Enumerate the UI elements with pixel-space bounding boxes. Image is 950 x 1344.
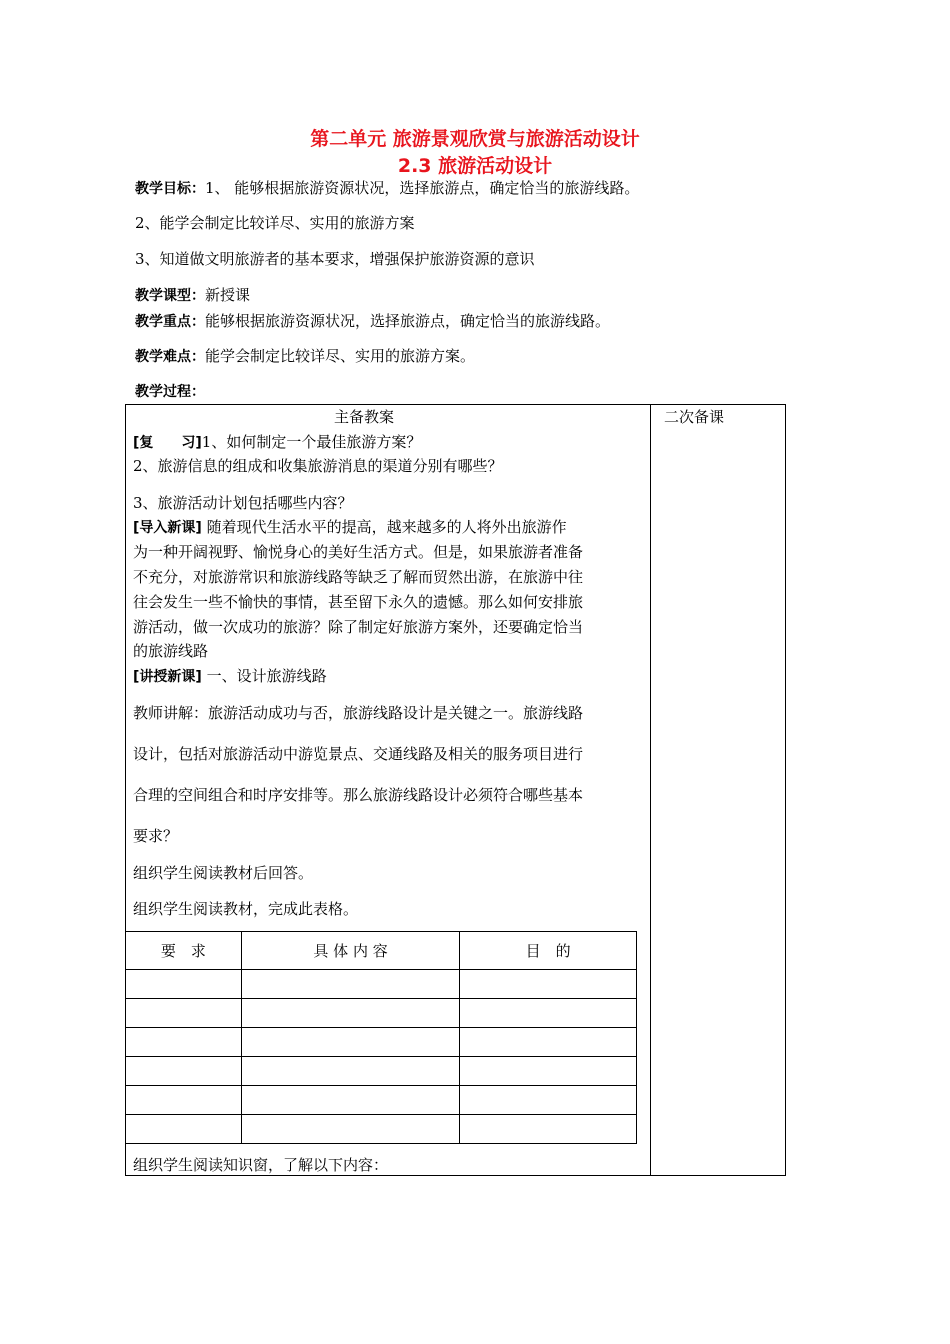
lecture-heading-text: 一、设计旅游线路 [201,667,327,685]
table-cell [460,1086,637,1115]
objective-item-3: 3、知道做文明旅游者的基本要求，增强保护旅游资源的意识 [135,250,535,268]
review-tag: [复 习] [133,435,202,451]
objectives-label: 教学目标： [135,181,205,197]
table-row [126,1028,637,1057]
intro-line-6: 的旅游线路 [133,642,209,660]
difficulty-value: 能学会制定比较详尽、实用的旅游方案。 [205,347,476,365]
lecture-line-1: 教师讲解：旅游活动成功与否，旅游线路设计是关键之一。旅游线路 [133,704,584,722]
secondary-column-header: 二次备课 [664,408,725,426]
lecture-line-4: 要求？ [133,827,179,845]
requirements-table [125,931,637,1144]
objective-item-1: 1、 能够根据旅游资源状况，选择旅游点，确定恰当的旅游线路。 [205,179,640,197]
process-label: 教学过程： [135,384,205,400]
table-cell [126,1028,242,1057]
intro-line-4: 往会发生一些不愉快的事情，甚至留下永久的遗憾。那么如何安排旅 [133,593,584,611]
table-header-row [126,932,637,970]
table-cell [241,970,460,999]
table-cell [460,999,637,1028]
objective-item-2: 2、能学会制定比较详尽、实用的旅游方案 [135,214,415,232]
lecture-line-2: 设计，包括对旅游活动中游览景点、交通线路及相关的服务项目进行 [133,745,584,763]
knowledge-window-line: 组织学生阅读知识窗，了解以下内容： [133,1156,389,1174]
lesson-type-label: 教学课型： [135,288,205,304]
page-subtitle: 2.3 旅游活动设计 [397,155,553,177]
review-question-3: 3、旅游活动计划包括哪些内容？ [133,494,353,512]
difficulty-label: 教学难点： [135,349,205,365]
table-row [126,1115,637,1144]
table-cell [126,970,242,999]
column-divider [650,404,651,1176]
table-cell [460,970,637,999]
table-row [126,970,637,999]
table-row [126,999,637,1028]
table-cell [460,1115,637,1144]
table-cell [126,1057,242,1086]
lesson-type-value: 新授课 [205,286,251,304]
process-heading [135,381,205,402]
lecture-line-3: 合理的空间组合和时序安排等。那么旅游线路设计必须符合哪些基本 [133,786,584,804]
lesson-type [135,285,250,306]
intro-line-5: 游活动，做一次成功的旅游？除了制定好旅游方案外，还要确定恰当 [133,618,584,636]
lecture-step-2: 组织学生阅读教材，完成此表格。 [133,900,359,918]
table-row [126,1057,637,1086]
table-cell [241,1028,460,1057]
review-question-1 [133,432,421,453]
table-header-cell: 具 体 内 容 [241,932,460,970]
table-header-cell: 要 求 [126,932,242,970]
review-question-2: 2、旅游信息的组成和收集旅游消息的渠道分别有哪些？ [133,457,503,475]
intro-line-1 [133,517,567,538]
key-point-value: 能够根据旅游资源状况，选择旅游点，确定恰当的旅游线路。 [205,312,611,330]
key-point-label: 教学重点： [135,314,205,330]
table-cell [126,1115,242,1144]
main-column-header: 主备教案 [334,408,395,426]
table-cell [460,1028,637,1057]
intro-tag: [导入新课] [133,520,202,536]
intro-line-2: 为一种开阔视野、愉悦身心的美好生活方式。但是，如果旅游者准备 [133,543,584,561]
table-header-cell: 目 的 [460,932,637,970]
review-q1-text: 1、如何制定一个最佳旅游方案？ [201,433,422,451]
page-title: 第二单元 旅游景观欣赏与旅游活动设计 [310,128,640,150]
table-cell [241,1086,460,1115]
lecture-step-1: 组织学生阅读教材后回答。 [133,864,314,882]
table-cell [241,999,460,1028]
lecture-heading [133,666,327,687]
intro-text-1: 随着现代生活水平的提高，越来越多的人将外出旅游作 [201,518,567,536]
difficulty [135,346,475,367]
table-cell [126,999,242,1028]
table-cell [241,1115,460,1144]
table-cell [241,1057,460,1086]
key-point [135,311,610,332]
table-cell [460,1057,637,1086]
lecture-tag: [讲授新课] [133,669,202,685]
intro-line-3: 不充分，对旅游常识和旅游线路等缺乏了解而贸然出游，在旅游中往 [133,568,584,586]
objectives-line-1 [135,178,639,199]
table-row [126,1086,637,1115]
table-cell [126,1086,242,1115]
